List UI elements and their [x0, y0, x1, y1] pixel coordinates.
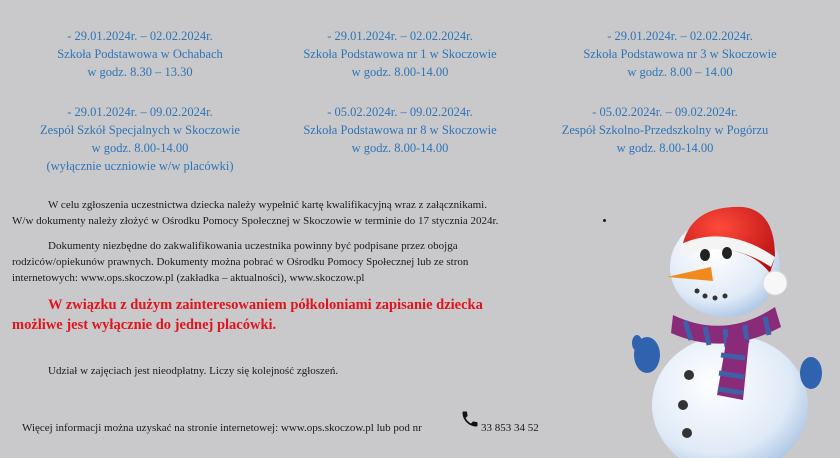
schedule-dates: - 29.01.2024r. – 02.02.2024r.: [67, 29, 213, 43]
schedule-block-1: [20, 27, 260, 81]
schedule-school: Szkoła Podstawowa w Ochabach: [57, 47, 223, 61]
schedule-note: (wyłącznie uczniowie w/w placówki): [46, 159, 234, 173]
schedule-school: Zespół Szkół Specjalnych w Skoczowie: [40, 123, 240, 137]
schedule-school: Szkoła Podstawowa nr 3 w Skoczowie: [583, 47, 777, 61]
documents-text-line-2: rodziców/opiekunów prawnych. Dokumenty można pobrać w Ośrodku Pomocy Społecznej lub ze stron: [12, 256, 469, 268]
snowman-illustration: [625, 195, 840, 458]
schedule-dates: - 29.01.2024r. – 02.02.2024r.: [607, 29, 753, 43]
schedule-block-2: [280, 27, 520, 81]
schedule-dates: - 29.01.2024r. – 02.02.2024r.: [327, 29, 473, 43]
schedule-hours: w godz. 8.00 – 14.00: [627, 65, 733, 79]
phone-number: 33 853 34 52: [481, 422, 539, 434]
schedule-hours: w godz. 8.00-14.00: [91, 141, 189, 155]
schedule-block-6: [540, 103, 790, 157]
phone-icon: [460, 409, 480, 429]
schedule-hours: w godz. 8.00-14.00: [616, 141, 714, 155]
warning-line-2: możliwe jest wyłącznie do jednej placówki.: [12, 317, 277, 333]
schedule-dates: - 05.02.2024r. – 09.02.2024r.: [592, 105, 738, 119]
schedule-block-3: [560, 27, 800, 81]
free-participation-text: Udział w zajęciach jest nieodpłatny. Liczy się kolejność zgłoszeń.: [48, 365, 339, 377]
schedule-school: Zespół Szkolno-Przedszkolny w Pogórzu: [561, 123, 769, 137]
documents-text-line-3: internetowych: www.ops.skoczow.pl (zakładka – aktualności), www.skoczow.pl: [12, 272, 365, 284]
documents-text-line-1: Dokumenty niezbędne do zakwalifikowania uczestnika powinny być podpisane przez obojga: [48, 240, 458, 252]
registration-text-line-1: W celu zgłoszenia uczestnictwa dziecka należy wypełnić kartę kwalifikacyjną wraz z załącznikami.: [48, 199, 487, 211]
schedule-hours: w godz. 8.30 – 13.30: [87, 65, 193, 79]
stray-dot: [603, 219, 606, 222]
schedule-hours: w godz. 8.00-14.00: [351, 65, 449, 79]
schedule-dates: - 05.02.2024r. – 09.02.2024r.: [327, 105, 473, 119]
schedule-school: Szkoła Podstawowa nr 8 w Skoczowie: [303, 123, 497, 137]
schedule-block-5: [280, 103, 520, 157]
registration-text-line-2: W/w dokumenty należy złożyć w Ośrodku Pomocy Społecznej w Skoczowie w terminie do 17 stycznia 2024r.: [12, 215, 499, 227]
schedule-hours: w godz. 8.00-14.00: [351, 141, 449, 155]
warning-line-1: W związku z dużym zainteresowaniem półkoloniami zapisanie dziecka: [48, 297, 483, 313]
more-info-text: Więcej informacji można uzyskać na stronie internetowej: www.ops.skoczow.pl lub pod nr: [22, 422, 422, 434]
schedule-dates: - 29.01.2024r. – 09.02.2024r.: [67, 105, 213, 119]
schedule-school: Szkoła Podstawowa nr 1 w Skoczowie: [303, 47, 497, 61]
schedule-block-4: [20, 103, 260, 175]
